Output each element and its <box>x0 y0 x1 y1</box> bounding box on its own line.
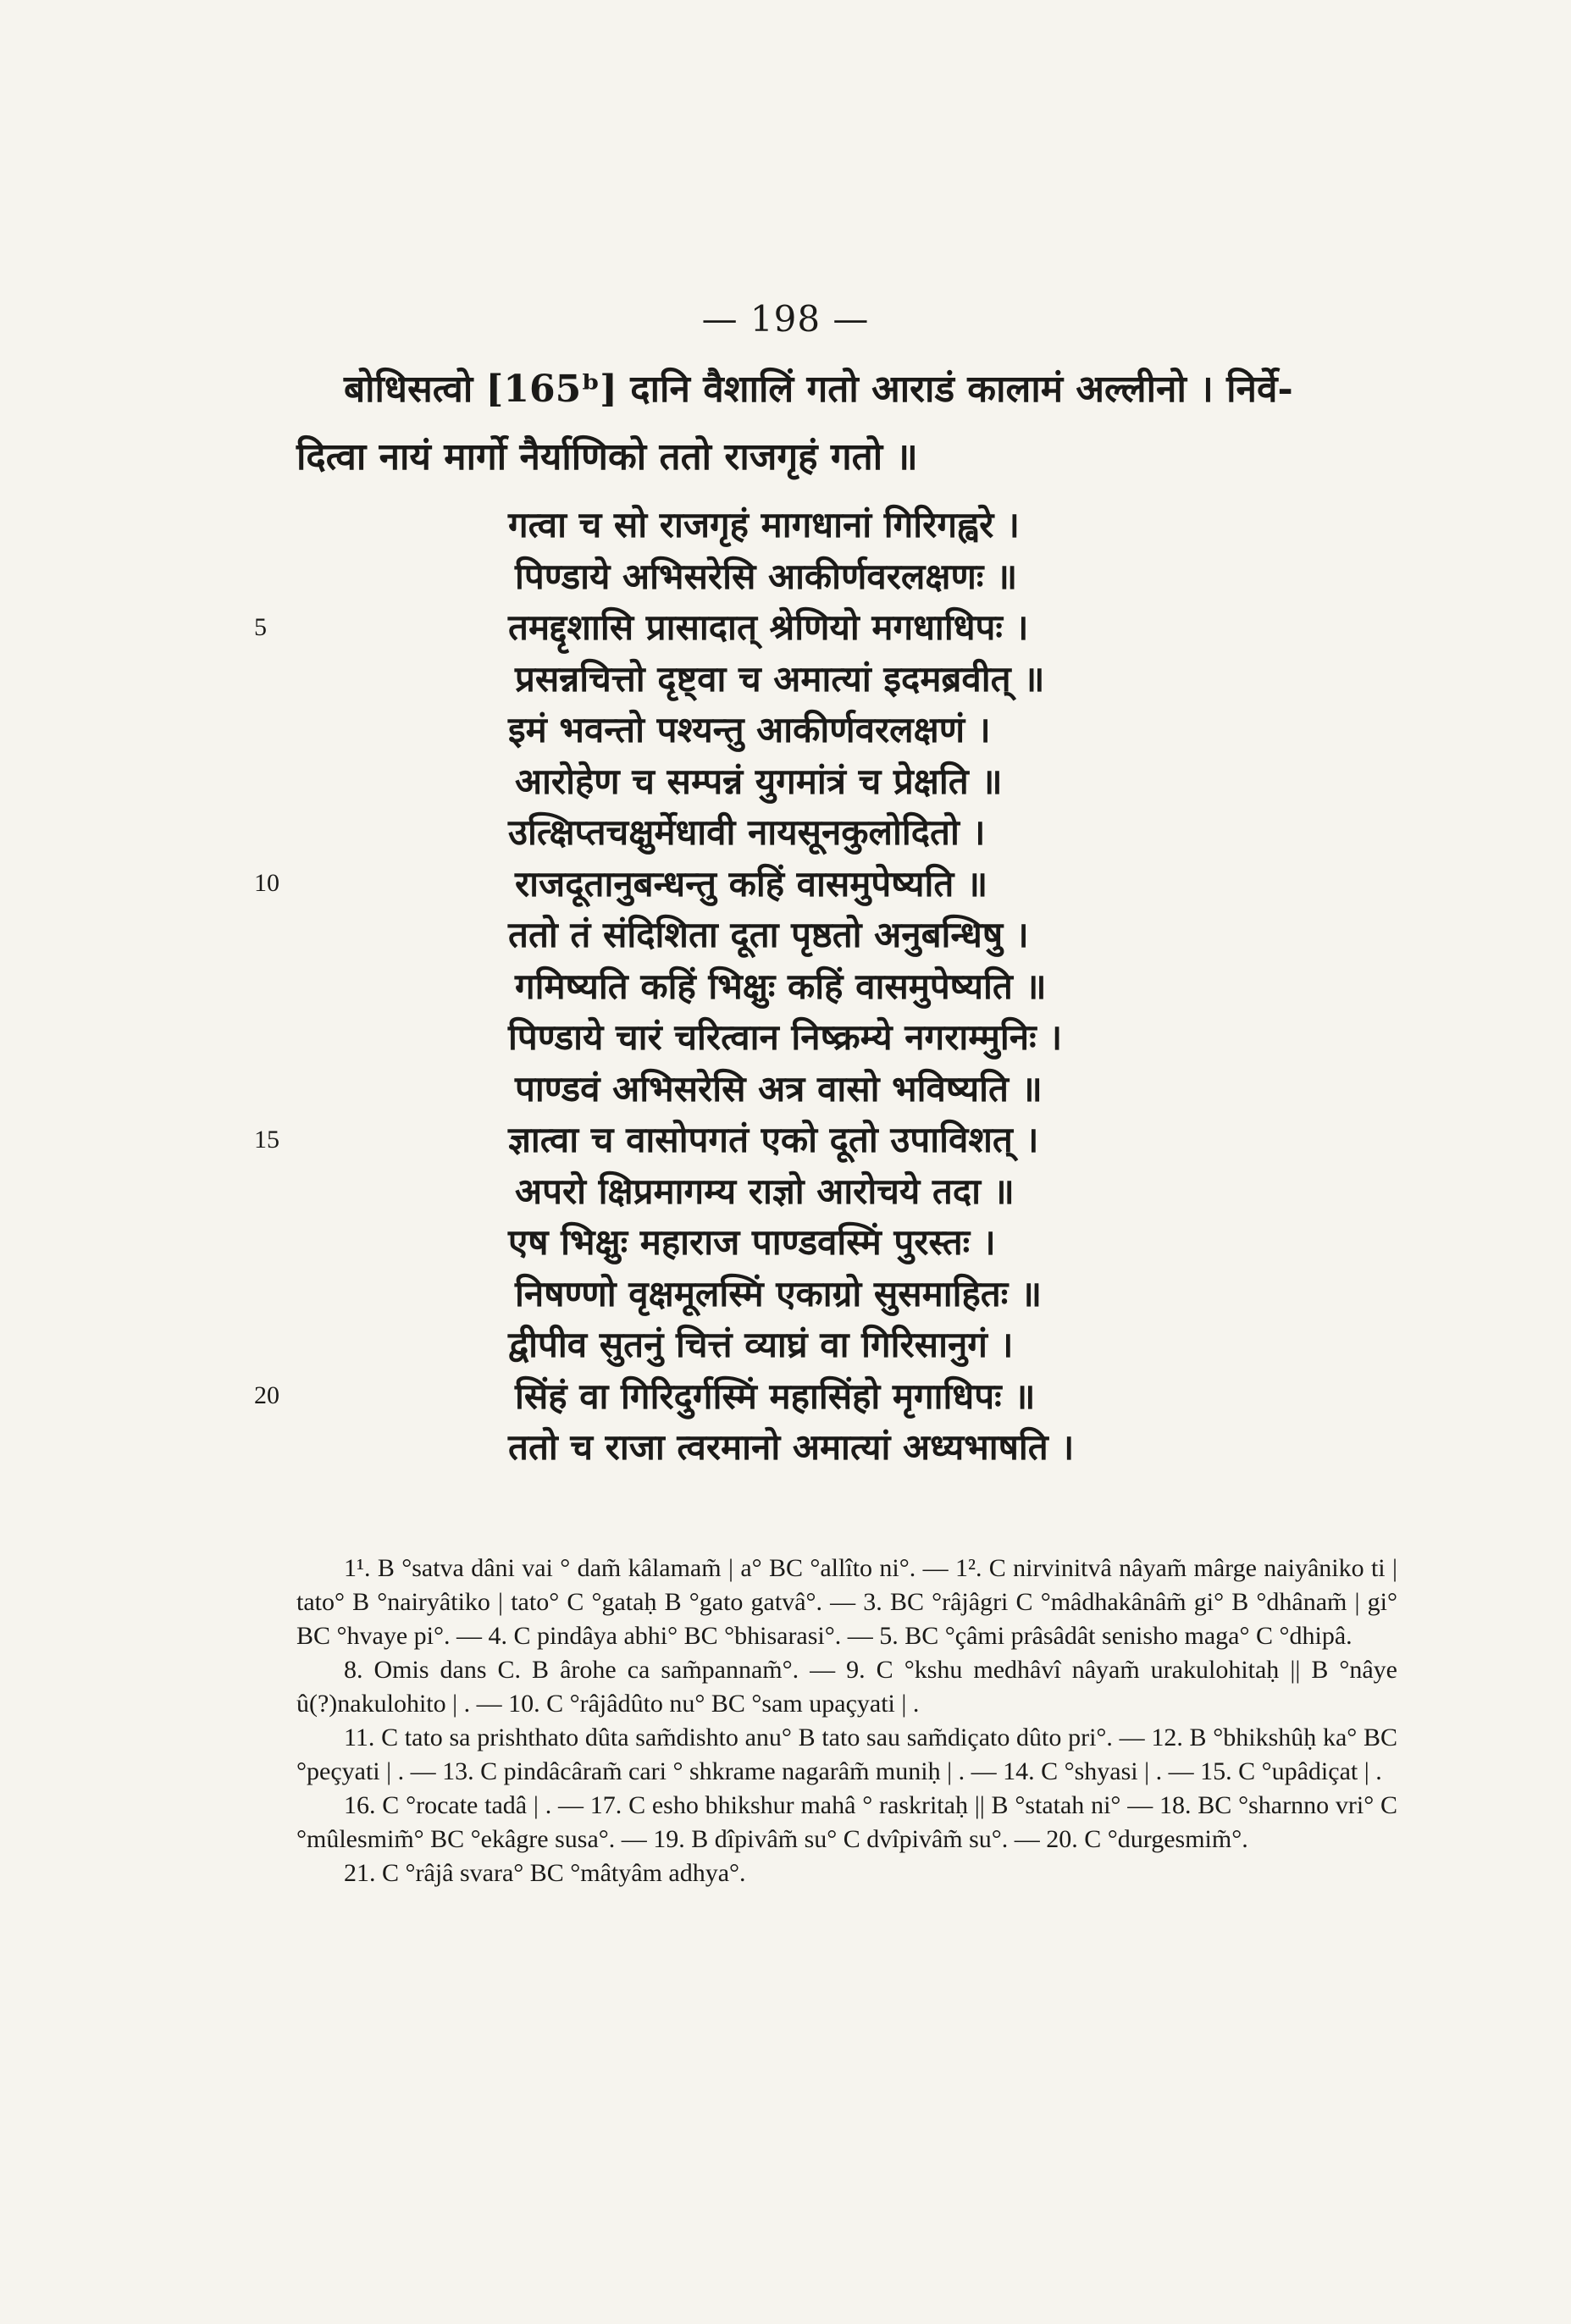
verse-line: इमं भवन्तो पश्यन्तु आकीर्णवरलक्षणं । <box>508 709 991 750</box>
verse-line: पिण्डाये अभिसरेसि आकीर्णवरलक्षणः ॥ <box>515 555 1018 597</box>
footnote: 21. C °râjâ svara° BC °mâtyâm adhya°. <box>344 1859 746 1887</box>
verse-line: पिण्डाये चारं चरित्वान निष्क्रम्ये नगराम्मुनिः । <box>508 1016 1063 1058</box>
line-number: 5 <box>254 613 267 641</box>
verse-line: अपरो क्षिप्रमागम्य राज्ञो आरोचये तदा ॥ <box>515 1170 1015 1212</box>
verse-line: ततो च राजा त्वरमानो अमात्यां अध्यभाषति । <box>508 1426 1075 1468</box>
line-number: 15 <box>254 1126 279 1154</box>
verse-line: सिंहं वा गिरिदुर्गस्मिं महासिंहो मृगाधिपः ॥ <box>515 1375 1036 1417</box>
verse-line: उत्क्षिप्तचक्षुर्मेधावी नायसूनकुलोदितो । <box>508 811 986 853</box>
footnotes <box>296 1552 1397 1890</box>
verse-line: आरोहेण च सम्पन्नं युगमांत्रं च प्रेक्षति ॥ <box>515 760 1003 802</box>
verse-line: द्वीपीव सुतनुं चित्तं व्याघ्रं वा गिरिसानुगं । <box>508 1324 1014 1365</box>
page-number: — 198 — <box>701 298 870 340</box>
prose-paragraph <box>296 356 1397 491</box>
verse-line: ज्ञात्वा च वासोपगतं एको दूतो उपाविशत् । <box>508 1119 1039 1160</box>
footnote: 1¹. B °satva dâni vai ° dam̃ kâlamam̃ | a° BC °allîto ni°. — 1². C nirvinitvâ nâyam̃ mârge naiyâniko ti | tato° B °nairyâtiko | tato° C °gataḥ B °gato gatvâ°. — 3. BC °râjâgri C °mâdhakânâm̃ gi° B °dhânam̃ | gi° BC °hvaye pi°. — 4. C pindâya abhi° BC °bhisarasi°. — 5. BC °çâmi prâsâdât senisho maga° C °dhipâ. <box>296 1554 1397 1650</box>
line-number: 20 <box>254 1381 279 1409</box>
footnote: 11. C tato sa prishthato dûta sam̃dishto anu° B tato sau sam̃diçato dûto pri°. — 12. B °bhikshûḥ ka° BC °peçyati | . — 13. C pindâcâram̃ cari ° shkrame nagarâm̃ muniḥ | . — 14. C °shyasi | . — 15. C °upâdiçat | . <box>296 1724 1397 1785</box>
footnote: 16. C °rocate tadâ | . — 17. C esho bhikshur mahâ ° raskritaḥ || B °statah ni° — 18. BC °sharnno vri° C °mûlesmim̃° BC °ekâgre susa°. — 19. B dîpivâm̃ su° C dvîpivâm̃ su°. — 20. C °durgesmim̃°. <box>296 1791 1397 1853</box>
verse-line: गत्वा च सो राजगृहं मागधानां गिरिगह्वरे । <box>508 504 1020 545</box>
verse-line: गमिष्यति कहिं भिक्षुः कहिं वासमुपेष्यति ॥ <box>515 965 1047 1007</box>
verse-line: ततो तं संदिशिता दूता पृष्ठतो अनुबन्धिषु । <box>508 914 1029 955</box>
prose-line: दित्वा नायं मार्गो नैर्याणिको ततो राजगृहं गतो ॥ <box>296 435 918 479</box>
line-number: 10 <box>254 869 279 897</box>
verse-line: प्रसन्नचित्तो दृष्ट्वा च अमात्यां इदमब्रवीत् ॥ <box>515 657 1045 700</box>
verse-line: तमद्दृशासि प्रासादात् श्रेणियो मगधाधिपः । <box>508 606 1029 648</box>
prose-line: बोधिसत्वो [165ᵇ] दानि वैशालिं गतो आराडं कालामं अल्लीनो । निर्वे- <box>344 368 1293 411</box>
verse-block <box>508 500 1482 1474</box>
verse-line: राजदूतानुबन्धन्तु कहिं वासमुपेष्यति ॥ <box>515 862 988 905</box>
verse-line: एष भिक्षुः महाराज पाण्डवस्मिं पुरस्तः । <box>508 1221 996 1263</box>
verse-line: पाण्डवं अभिसरेसि अत्र वासो भविष्यति ॥ <box>515 1067 1043 1109</box>
footnote: 8. Omis dans C. B ârohe ca sam̃pannam̃°. — 9. C °kshu medhâvî nâyam̃ urakulohitaḥ || B °nâye û(?)nakulohito | . — 10. C °râjâdûto nu° BC °sam upaçyati | . <box>296 1656 1397 1718</box>
verse-line: निषण्णो वृक्षमूलस्मिं एकाग्रो सुसमाहितः ॥ <box>515 1272 1043 1314</box>
